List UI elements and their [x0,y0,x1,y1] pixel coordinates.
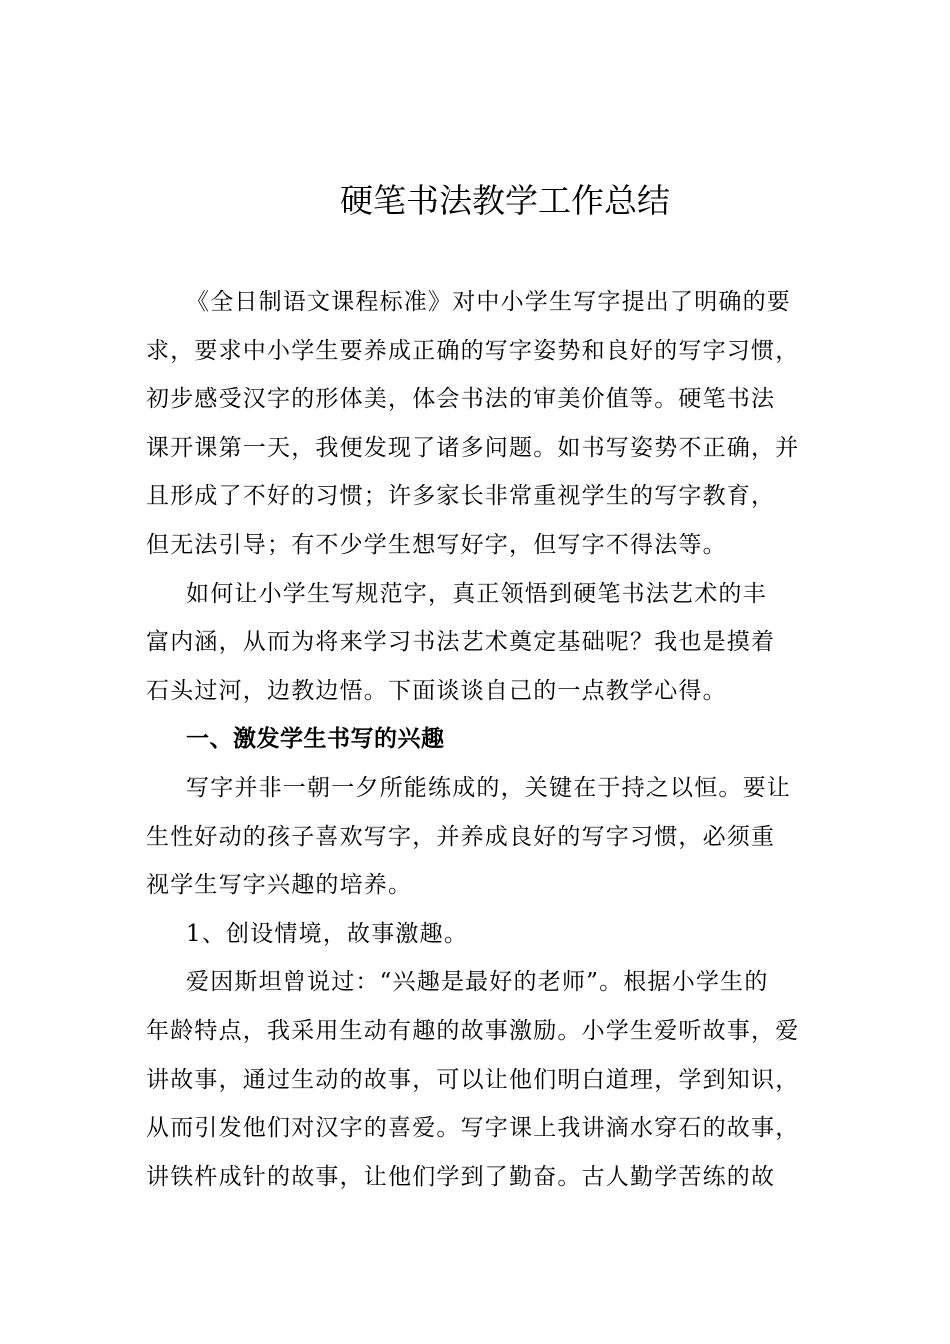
paragraph-line: 且形成了不好的习惯；许多家长非常重视学生的写字教育， [146,483,776,510]
document-body [146,278,811,1201]
paragraph-line: 课开课第一天，我便发现了诸多问题。如书写姿势不正确，并 [146,434,800,461]
paragraph-line: 年龄特点，我采用生动有趣的故事激励。小学生爱听故事，爱 [146,1017,800,1044]
section-heading: 一、激发学生书写的兴趣 [186,726,445,753]
paragraph-line: 石头过河，边教边悟。下面谈谈自己的一点教学心得。 [146,677,727,704]
paragraph-line: 视学生写字兴趣的培养。 [146,872,413,899]
paragraph-line: 生性好动的孩子喜欢写字，并养成良好的写字习惯，必须重 [146,823,776,850]
paragraph-line: 从而引发他们对汉字的喜爱。写字课上我讲滴水穿石的故事， [146,1115,800,1142]
paragraph-line: 《全日制语文课程标准》对中小学生写字提出了明确的要 [186,289,791,315]
paragraph-line: 写字并非一朝一夕所能练成的，关键在于持之以恒。要让 [186,774,791,801]
subsection-heading: 1、创设情境，故事激趣。 [186,920,469,947]
paragraph-line: 讲故事，通过生动的故事，可以让他们明白道理，学到知识， [146,1066,800,1093]
paragraph-line: 但无法引导；有不少学生想写好字，但写字不得法等。 [146,531,727,558]
paragraph-line: 爱因斯坦曾说过：“兴趣是最好的老师”。根据小学生的 [186,969,769,996]
document-title: 硬笔书法教学工作总结 [340,181,670,220]
paragraph-line: 求，要求中小学生要养成正确的写字姿势和良好的写字习惯， [146,337,800,364]
paragraph-line: 富内涵，从而为将来学习书法艺术奠定基础呢？我也是摸着 [146,629,776,656]
paragraph-line: 如何让小学生写规范字，真正领悟到硬笔书法艺术的丰 [186,580,767,607]
paragraph-line: 讲铁杵成针的故事，让他们学到了勤奋。古人勤学苦练的故 [146,1163,776,1190]
paragraph-line: 初步感受汉字的形体美，体会书法的审美价值等。硬笔书法 [146,386,776,413]
